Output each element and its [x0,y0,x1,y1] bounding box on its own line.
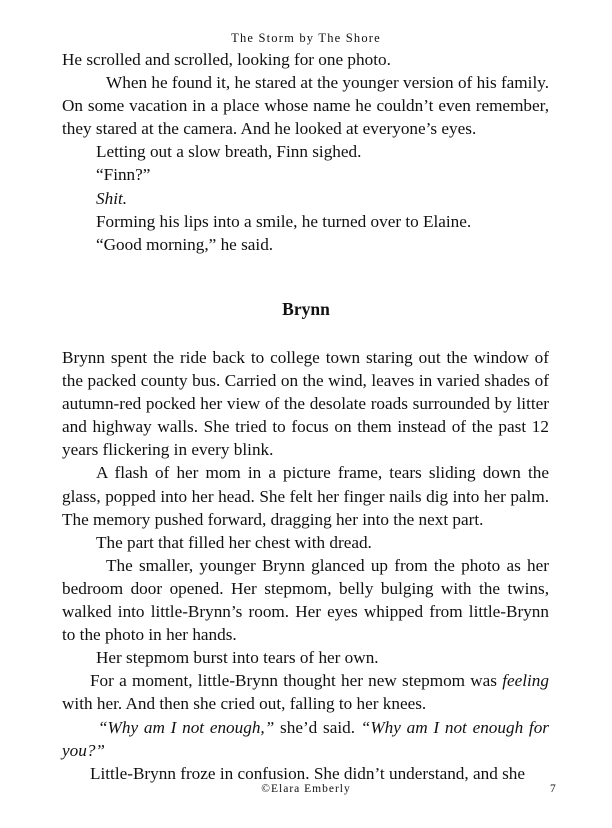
italic-word: feeling [502,671,549,691]
paragraph: Forming his lips into a smile, he turned over to Elaine. [96,211,472,231]
scene-finn [62,48,549,256]
paragraph: “Good morning,” he said. [96,234,274,254]
paragraph: When he found it, he stared at the younger version of his family. On some vacation in a place whose name he couldn’t even remember, they stared at the camera. And he looked at everyone’s eyes. [62,73,549,139]
paragraph: Brynn spent the ride back to college town staring out the window of the packed county bus. Carried on the wind, leaves in varied shades of autumn-red pocked her view of the desolate roads surrounded by litter and highway walls. She tried to focus on them instead of the past 12 years flickering in every blink. [62,348,549,460]
running-header: The Storm by The Shore [231,31,381,45]
paragraph [62,187,549,210]
text-run: with her. And then she cried out, falling to her knees. [62,694,427,714]
paragraph: The part that filled her chest with dread. [96,532,372,552]
page-number: 7 [550,783,556,795]
paragraph: “Finn?” [96,165,151,185]
paragraph [62,669,549,715]
paragraph: Her stepmom burst into tears of her own. [96,648,379,668]
text-run: For a moment, little-Brynn thought her new stepmom was [90,671,503,691]
paragraph: He scrolled and scrolled, looking for one photo. [62,50,391,69]
paragraph: Little-Brynn froze in confusion. She didn’t understand, and she [90,763,526,783]
text-run: she’d said. [274,717,361,737]
italic-quote: “Why am I not enough for you?” [62,717,549,760]
chapter-title: Brynn [282,299,330,319]
italic-quote: “Why am I not enough,” [98,717,275,737]
copyright-footer: ©Elara Emberly [261,783,351,795]
paragraph: The smaller, younger Brynn glanced up from the photo as her bedroom door opened. Her stepmom, belly bulging with the twins, walked into little-Brynn’s room. Her eyes whipped from little-Brynn to the photo in her hands. [62,555,549,645]
scene-brynn [62,346,549,785]
italic-thought: Shit. [96,188,128,208]
paragraph: Letting out a slow breath, Finn sighed. [96,142,362,162]
paragraph [62,716,549,762]
paragraph: A flash of her mom in a picture frame, tears sliding down the glass, popped into her head. She felt her finger nails dig into her palm. The memory pushed forward, dragging her into the next part. [62,463,549,529]
